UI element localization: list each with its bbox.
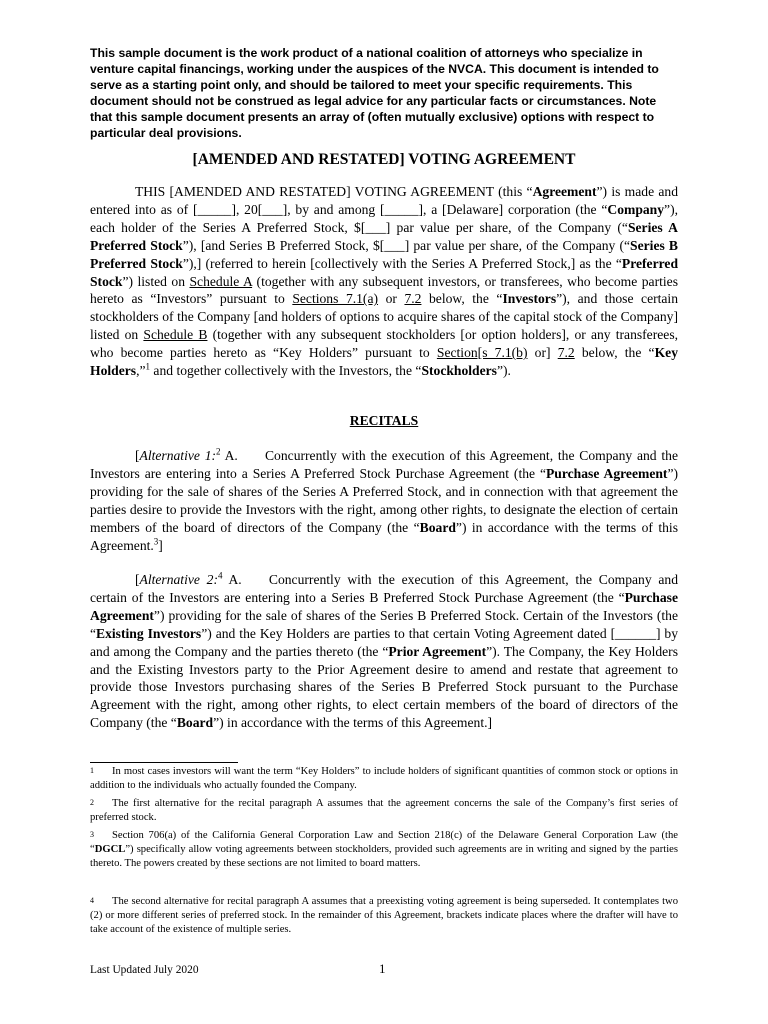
document-title: [AMENDED AND RESTATED] VOTING AGREEMENT	[192, 151, 576, 168]
term-series-a: Series A Preferred Stock	[90, 219, 678, 253]
disclaimer-notice: This sample document is the work product of a national coalition of attorneys who specialize in venture capital financings, working under the auspices of the NVCA. This document is intended to serve as a starting point only, and should be tailored to meet your specific requirements. This document should not be construed as legal advice for any particular facts or circumstances. Note that this sample document presents an array of (often mutually exclusive) options with respect to particular deal provisions.	[90, 46, 659, 140]
term-existing-investors: Existing Investors	[96, 625, 202, 641]
footnote-number: 2	[90, 798, 94, 807]
term-board-b: Board	[176, 715, 214, 731]
schedule-a-link: Schedule A	[189, 273, 253, 289]
term-key-holders: Key Holders	[90, 345, 678, 379]
term-series-b: Series B Preferred Stock	[90, 237, 678, 271]
footnote-ref-2: 2	[216, 446, 221, 457]
section-7-2-ref: 7.2	[404, 291, 422, 307]
term-preferred-stock: Preferred Stock	[90, 255, 679, 289]
alternative-2-label: Alternative 2:	[139, 572, 218, 587]
term-agreement: Agreement	[532, 184, 597, 199]
footnote-divider	[90, 762, 238, 763]
footnote-1: 1 In most cases investors will want the term “Key Holders” to include holders of significant quantities of common stock or options in addition to the individuals who actually founded the Company.	[90, 766, 678, 792]
footnote-ref-4: 4	[218, 570, 223, 581]
footnote-ref-3: 3	[153, 536, 159, 546]
footnote-3: 3 Section 706(a) of the California General Corporation Law and Section 218(c) of the Delaware General Corporation Law (the “DGCL”) specifically allow voting agreements between stockholders, provided such agreements are in writing and signed by the parties thereto. The powers created by these sections are not limited to board matters.	[90, 830, 678, 870]
footnote-2: 2 The first alternative for the recital paragraph A assumes that the agreement concerns the sale of the Company’s first series of preferred stock.	[90, 798, 678, 824]
term-prior-agreement: Prior Agreement	[388, 643, 487, 659]
footnote-number: 4	[90, 896, 94, 905]
section-7-2-ref-b: 7.2	[557, 345, 575, 361]
footnote-4: 4 The second alternative for recital paragraph A assumes that a preexisting voting agreement is being superseded. It contemplates two (2) or more different series of preferred stock. In the remainder of this Agreement, brackets indicate places where the drafter will have to take account of the existence of multiple series.	[90, 896, 678, 936]
recital-alternative-1: [Alternative 1:$^2$ A. Concurrently with the execution of this Agreement, the Company and the Investors are entering into a Series A Preferred Stock Purchase Agreement (the “Purchase Agreement”) providing for the sale of shares of the Series A Preferred Stock, and in connection with that agreement the parties desire to provide the Investors with the right, among other rights, to designate the election of certain members of the board of directors of the Company (the “Board”) in accordance with the terms of this Agreement.$^3$]	[90, 446, 678, 553]
term-company: Company	[607, 201, 665, 217]
page-number: 1	[379, 961, 386, 976]
last-updated-footer: Last Updated July 2020	[90, 964, 199, 976]
sections-7-1a-ref: Sections 7.1(a)	[292, 291, 379, 307]
footnote-number: 3	[90, 830, 94, 839]
term-investors: Investors	[502, 291, 557, 307]
schedule-b-link: Schedule B	[143, 327, 208, 343]
recital-alternative-2: [Alternative 2:$^4$ A. Concurrently with the execution of this Agreement, the Company and certain of the Investors are entering into a Series B Preferred Stock Purchase Agreement (the “Purchase Agreement”) providing for the sale of shares of the Series B Preferred Stock. Certain of the Investors (the “Existing Investors”) and the Key Holders are parties to that certain Voting Agreement dated [______] by and among the Company and the parties thereto (the “Prior Agreement”). The Company, the Key Holders and the Existing Investors party to the Prior Agreement desire to amend and restate that agreement to provide those Investors purchasing shares of the Series B Preferred Stock pursuant to the Purchase Agreement with the right, among other rights, to elect certain members of the board of directors of the Company (the “Board”) in accordance with the terms of this Agreement.]	[90, 570, 679, 731]
term-board: Board	[419, 519, 456, 535]
term-stockholders: Stockholders	[421, 363, 497, 379]
footnote-ref-1: 1	[145, 361, 151, 372]
footnote-number: 1	[90, 766, 94, 775]
intro-paragraph: THIS [AMENDED AND RESTATED] VOTING AGREEMENT (this “Agreement”) is made and entered into as of [_____], 20[___], by and among [_____], a [Delaware] corporation (the “Company”), each holder of the Series A Preferred Stock, $[___] par value per share, of the Company (“Series A Preferred Stock”), [and Series B Preferred Stock, $[___] par value per share, of the Company (“Series B Preferred Stock”),] (referred to herein [collectively with the Series A Preferred Stock,] as the “Preferred Stock”) listed on Schedule A (together with any subsequent investors, or transferees, who become parties hereto as “Investors” pursuant to Sections 7.1(a) or 7.2 below, the “Investors”), and those certain stockholders of the Company [and holders of options to acquire shares of the capital stock of the Company] listed on Schedule B (together with any subsequent stockholders [or option holders], or any transferees, who become parties hereto as “Key Holders” pursuant to Section[s 7.1(b) or] 7.2 below, the “Key Holders,”$^1$ and together collectively with the Investors, the “Stockholders”).	[90, 184, 679, 379]
term-purchase-agreement: Purchase Agreement	[546, 465, 668, 481]
alternative-1-label: Alternative 1:	[139, 448, 217, 463]
term-dgcl: DGCL	[94, 844, 126, 856]
section-7-1b-ref: Section[s 7.1(b)	[436, 345, 528, 361]
term-purchase-agreement-b: Purchase Agreement	[90, 589, 678, 623]
recitals-heading: RECITALS	[349, 413, 419, 428]
